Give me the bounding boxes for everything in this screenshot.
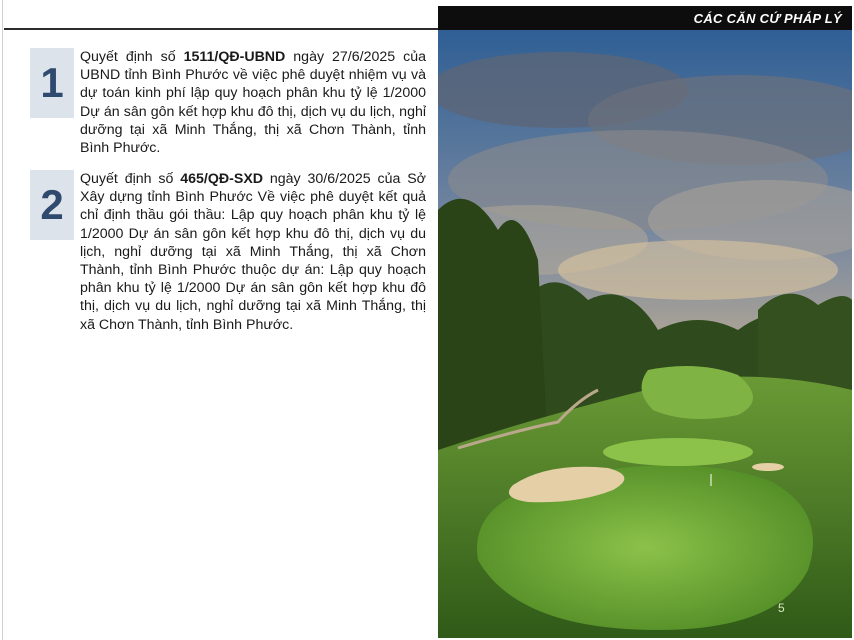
item-number: 1	[40, 59, 64, 106]
left-border	[2, 0, 3, 640]
decision-id: 1511/QĐ-UBND	[183, 49, 286, 65]
item-body: ngày 27/6/2025 của UBND tỉnh Bình Phước về việc phê duyệt nhiệm vụ và dự toán kinh phí lập quy hoạch phân khu tỷ lệ 1/2000 Dự án sân gôn kết hợp khu đô thị, dịch vụ du lịch, nghỉ dưỡng tại xã Minh Thắng, thị xã Chơn Thành, tỉnh Bình Phước.	[80, 49, 426, 157]
decision-id: 465/QĐ-SXD	[180, 171, 264, 187]
item-text	[80, 48, 426, 157]
item-number: 2	[40, 181, 64, 228]
legal-item-1	[30, 48, 426, 157]
item-prefix: Quyết định số	[80, 171, 181, 187]
header-bar	[438, 6, 852, 30]
page-number: 5	[778, 601, 785, 615]
golf-course-photo	[438, 30, 852, 638]
top-divider	[4, 28, 438, 30]
item-prefix: Quyết định số	[80, 49, 184, 65]
slide-title: CÁC CĂN CỨ PHÁP LÝ	[693, 10, 842, 26]
legal-item-2	[30, 170, 426, 334]
item-body: ngày 30/6/2025 của Sở Xây dựng tỉnh Bình Phước Về việc phê duyệt kết quả chỉ định thầu gói thầu: Lập quy hoạch phân khu tỷ lệ 1/2000 Dự án sân gôn kết hợp khu đô thị, dịch vụ du lịch, nghỉ dưỡng tại xã Minh Thắng, thị xã Chơn Thành, tỉnh Bình Phước thuộc dự án: Lập quy hoạch phân khu tỷ lệ 1/2000 Dự án sân gôn kết hợp khu đô thị, dịch vụ du lịch, nghỉ dưỡng tại xã Minh Thắng, thị xã Chơn Thành, tỉnh Bình Phước.	[80, 171, 426, 333]
item-number-box	[30, 48, 74, 118]
item-number-box	[30, 170, 74, 240]
item-text	[80, 170, 426, 334]
